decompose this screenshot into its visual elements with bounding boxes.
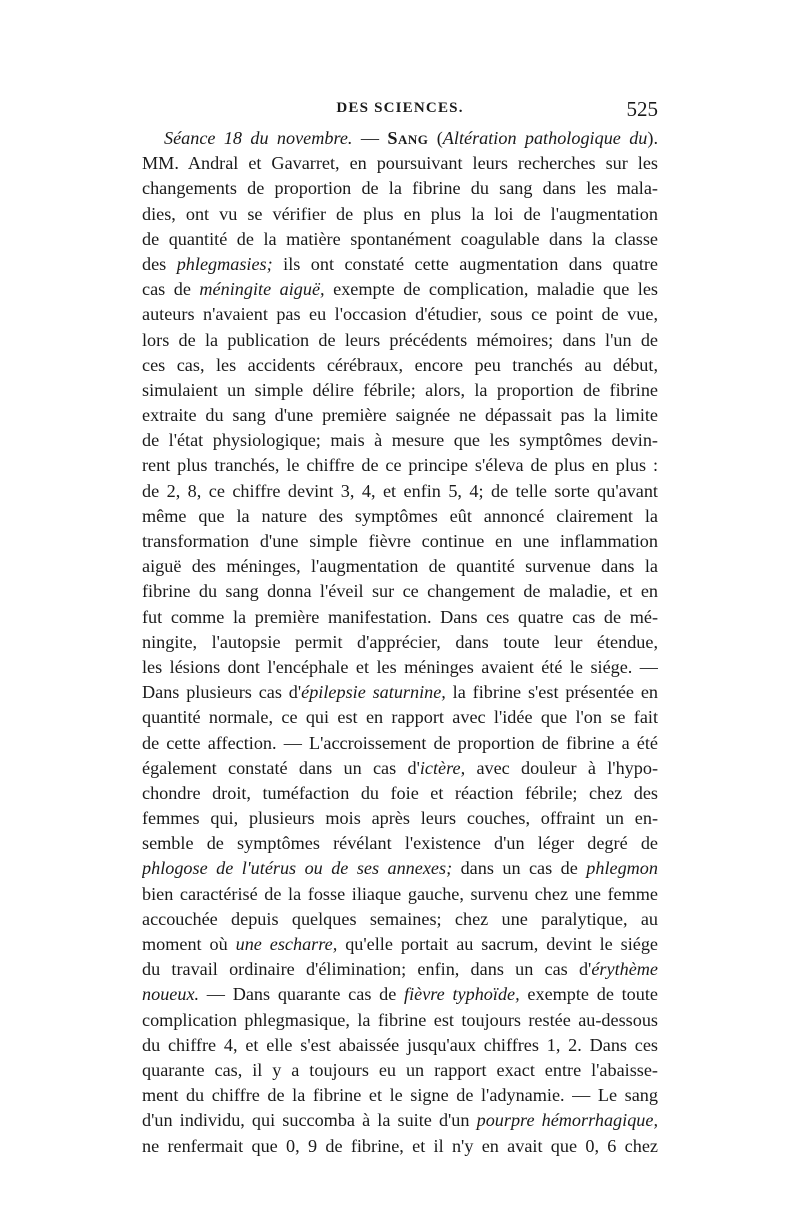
text-segment: complication phlegmasique, la fibrine est toujours restée au-dessous — [142, 1009, 658, 1030]
text-segment: Dans plusieurs cas d' — [142, 682, 302, 703]
italic-text: phlegmasies; — [176, 253, 273, 274]
text-segment: aiguë des méninges, l'augmentation de quantité survenue dans la — [142, 556, 658, 577]
italic-text: noueux. — [142, 984, 200, 1005]
body-text — [142, 126, 658, 1159]
text-segment: du chiffre 4, et elle s'est abaissée jusqu'aux chiffres 1, 2. Dans ces — [142, 1034, 658, 1055]
text-line — [142, 328, 658, 353]
text-line — [142, 453, 658, 478]
text-line — [142, 302, 658, 327]
page-number: 525 — [626, 97, 658, 121]
text-segment: semble de symptômes révélant l'existence d'un léger degré de — [142, 833, 658, 854]
text-segment: de cette affection. — L'accroissement de proportion de fibrine a été — [142, 732, 658, 753]
text-segment: bien caractérisé de la fosse iliaque gauche, survenu chez une femme — [142, 883, 658, 904]
text-line — [142, 1134, 658, 1159]
text-segment: moment où — [142, 934, 236, 954]
text-segment: également constaté dans un cas d' — [142, 757, 420, 778]
text-line — [142, 907, 658, 932]
italic-text: une escharre, — [235, 934, 338, 954]
text-segment: quantité normale, ce qui est en rapport avec l'idée que l'on se fait — [142, 707, 658, 728]
text-line — [142, 227, 658, 252]
text-segment: auteurs n'avaient pas eu l'occasion d'étudier, sous ce point de vue, — [142, 304, 658, 325]
text-segment: chondre droit, tuméfaction du foie et réaction fébrile; chez des — [142, 782, 658, 803]
text-segment: changements de proportion de la fibrine du sang dans les mala- — [142, 178, 658, 199]
text-line — [142, 806, 658, 831]
text-segment: MM. Andral et Gavarret, en poursuivant leurs recherches sur les — [142, 153, 658, 174]
text-line — [142, 176, 658, 201]
text-line — [142, 529, 658, 554]
text-line — [142, 982, 658, 1007]
text-line — [142, 151, 658, 176]
text-segment: exempte de complication, maladie que les — [324, 279, 658, 300]
running-title: DES SCIENCES. — [336, 100, 464, 116]
text-line — [142, 252, 658, 277]
italic-text: ictère, — [419, 757, 466, 778]
text-segment: transformation d'une simple fièvre continue en une inflammation — [142, 531, 658, 551]
text-segment: lors de la publication de leurs précédents mémoires; dans l'un de — [142, 329, 658, 350]
text-line — [142, 353, 658, 378]
text-segment: qu'elle portait au sacrum, devint le siége — [337, 934, 658, 954]
text-segment: exempte de toute — [519, 984, 658, 1005]
text-segment: dies, ont vu se vérifier de plus en plus la loi de l'augmentation — [142, 203, 658, 224]
text-line — [142, 1008, 658, 1033]
text-segment: cas de — [142, 279, 200, 300]
text-line — [142, 882, 658, 907]
text-line — [142, 579, 658, 604]
text-segment: fut comme la première manifestation. Dans ces quatre cas de mé- — [142, 606, 658, 627]
italic-text: méningite aiguë, — [199, 279, 325, 300]
italic-text: Altération pathologique du — [442, 128, 648, 148]
text-segment: — — [352, 128, 388, 148]
text-line — [142, 126, 658, 151]
running-head — [142, 98, 658, 122]
text-segment: ( — [428, 128, 443, 148]
text-segment: ils ont constaté cette augmentation dans quatre — [272, 253, 658, 274]
text-line — [142, 731, 658, 756]
text-segment: de quantité de la matière spontanément coagulable dans la classe — [142, 228, 658, 249]
text-line — [142, 705, 658, 730]
text-segment: de l'état physiologique; mais à mesure que les symptômes devin- — [142, 430, 658, 451]
text-segment: avec douleur à l'hypo- — [465, 757, 658, 778]
book-page — [142, 98, 658, 1159]
text-line — [142, 756, 658, 781]
text-line — [142, 932, 658, 957]
text-segment: du travail ordinaire d'élimination; enfin, dans un cas d' — [142, 959, 592, 980]
text-segment: — Dans quarante cas de — [199, 984, 405, 1005]
text-segment: fibrine du sang donna l'éveil sur ce changement de maladie, et en — [142, 581, 658, 602]
text-segment: ces cas, les accidents cérébraux, encore peu tranchés au début, — [142, 354, 658, 375]
text-line — [142, 378, 658, 403]
text-line — [142, 1033, 658, 1058]
italic-text: phlogose de l'utérus ou de ses annexes; — [142, 858, 453, 879]
small-caps-text: Sang — [387, 128, 429, 148]
text-segment: femmes qui, plusieurs mois après leurs couches, offraint un en- — [142, 808, 658, 829]
text-line — [142, 1058, 658, 1083]
text-segment: les lésions dont l'encéphale et les méninges avaient été le siége. — — [142, 656, 658, 677]
text-segment: ). — [647, 128, 658, 148]
italic-text: Séance 18 du novembre. — [164, 128, 353, 148]
text-line — [142, 554, 658, 579]
text-segment: accouchée depuis quelques semaines; chez une paralytique, au — [142, 908, 658, 929]
text-line — [142, 630, 658, 655]
text-segment: dans un cas de — [452, 858, 587, 879]
text-line — [142, 1083, 658, 1108]
text-line — [142, 680, 658, 705]
text-line — [142, 479, 658, 504]
text-segment: des — [142, 253, 177, 274]
text-segment: la fibrine s'est présentée en — [445, 682, 658, 703]
text-line — [142, 1108, 658, 1133]
text-line — [142, 856, 658, 881]
text-line — [142, 202, 658, 227]
italic-text: épilepsie saturnine, — [301, 682, 446, 703]
text-segment: ment du chiffre de la fibrine et le signe de l'adynamie. — Le sang — [142, 1085, 658, 1106]
text-segment: même que la nature des symptômes eût annoncé clairement la — [142, 505, 658, 526]
text-segment: simulaient un simple délire fébrile; alors, la proportion de fibrine — [142, 379, 658, 400]
italic-text: phlegmon — [586, 858, 658, 879]
italic-text: pourpre hémorrhagique, — [476, 1110, 658, 1131]
text-line — [142, 781, 658, 806]
text-line — [142, 831, 658, 856]
text-line — [142, 428, 658, 453]
text-line — [142, 957, 658, 982]
text-line — [142, 655, 658, 680]
text-segment: d'un individu, qui succomba à la suite d'un — [142, 1110, 477, 1131]
text-segment: ningite, l'autopsie permit d'apprécier, dans toute leur étendue, — [142, 631, 658, 652]
text-line — [142, 504, 658, 529]
text-line — [142, 403, 658, 428]
text-line — [142, 277, 658, 302]
text-segment: quarante cas, il y a toujours eu un rapport exact entre l'abaisse- — [142, 1059, 658, 1080]
text-segment: de 2, 8, ce chiffre devint 3, 4, et enfin 5, 4; de telle sorte qu'avant — [142, 480, 658, 501]
text-segment: ne renfermait que 0, 9 de fibrine, et il n'y en avait que 0, 6 chez — [142, 1135, 658, 1156]
text-segment: extraite du sang d'une première saignée ne dépassait pas la limite — [142, 405, 658, 426]
italic-text: fièvre typhoïde, — [404, 984, 520, 1005]
text-segment: rent plus tranchés, le chiffre de ce principe s'éleva de plus en plus : — [142, 455, 658, 476]
italic-text: érythème — [591, 959, 658, 980]
text-line — [142, 605, 658, 630]
